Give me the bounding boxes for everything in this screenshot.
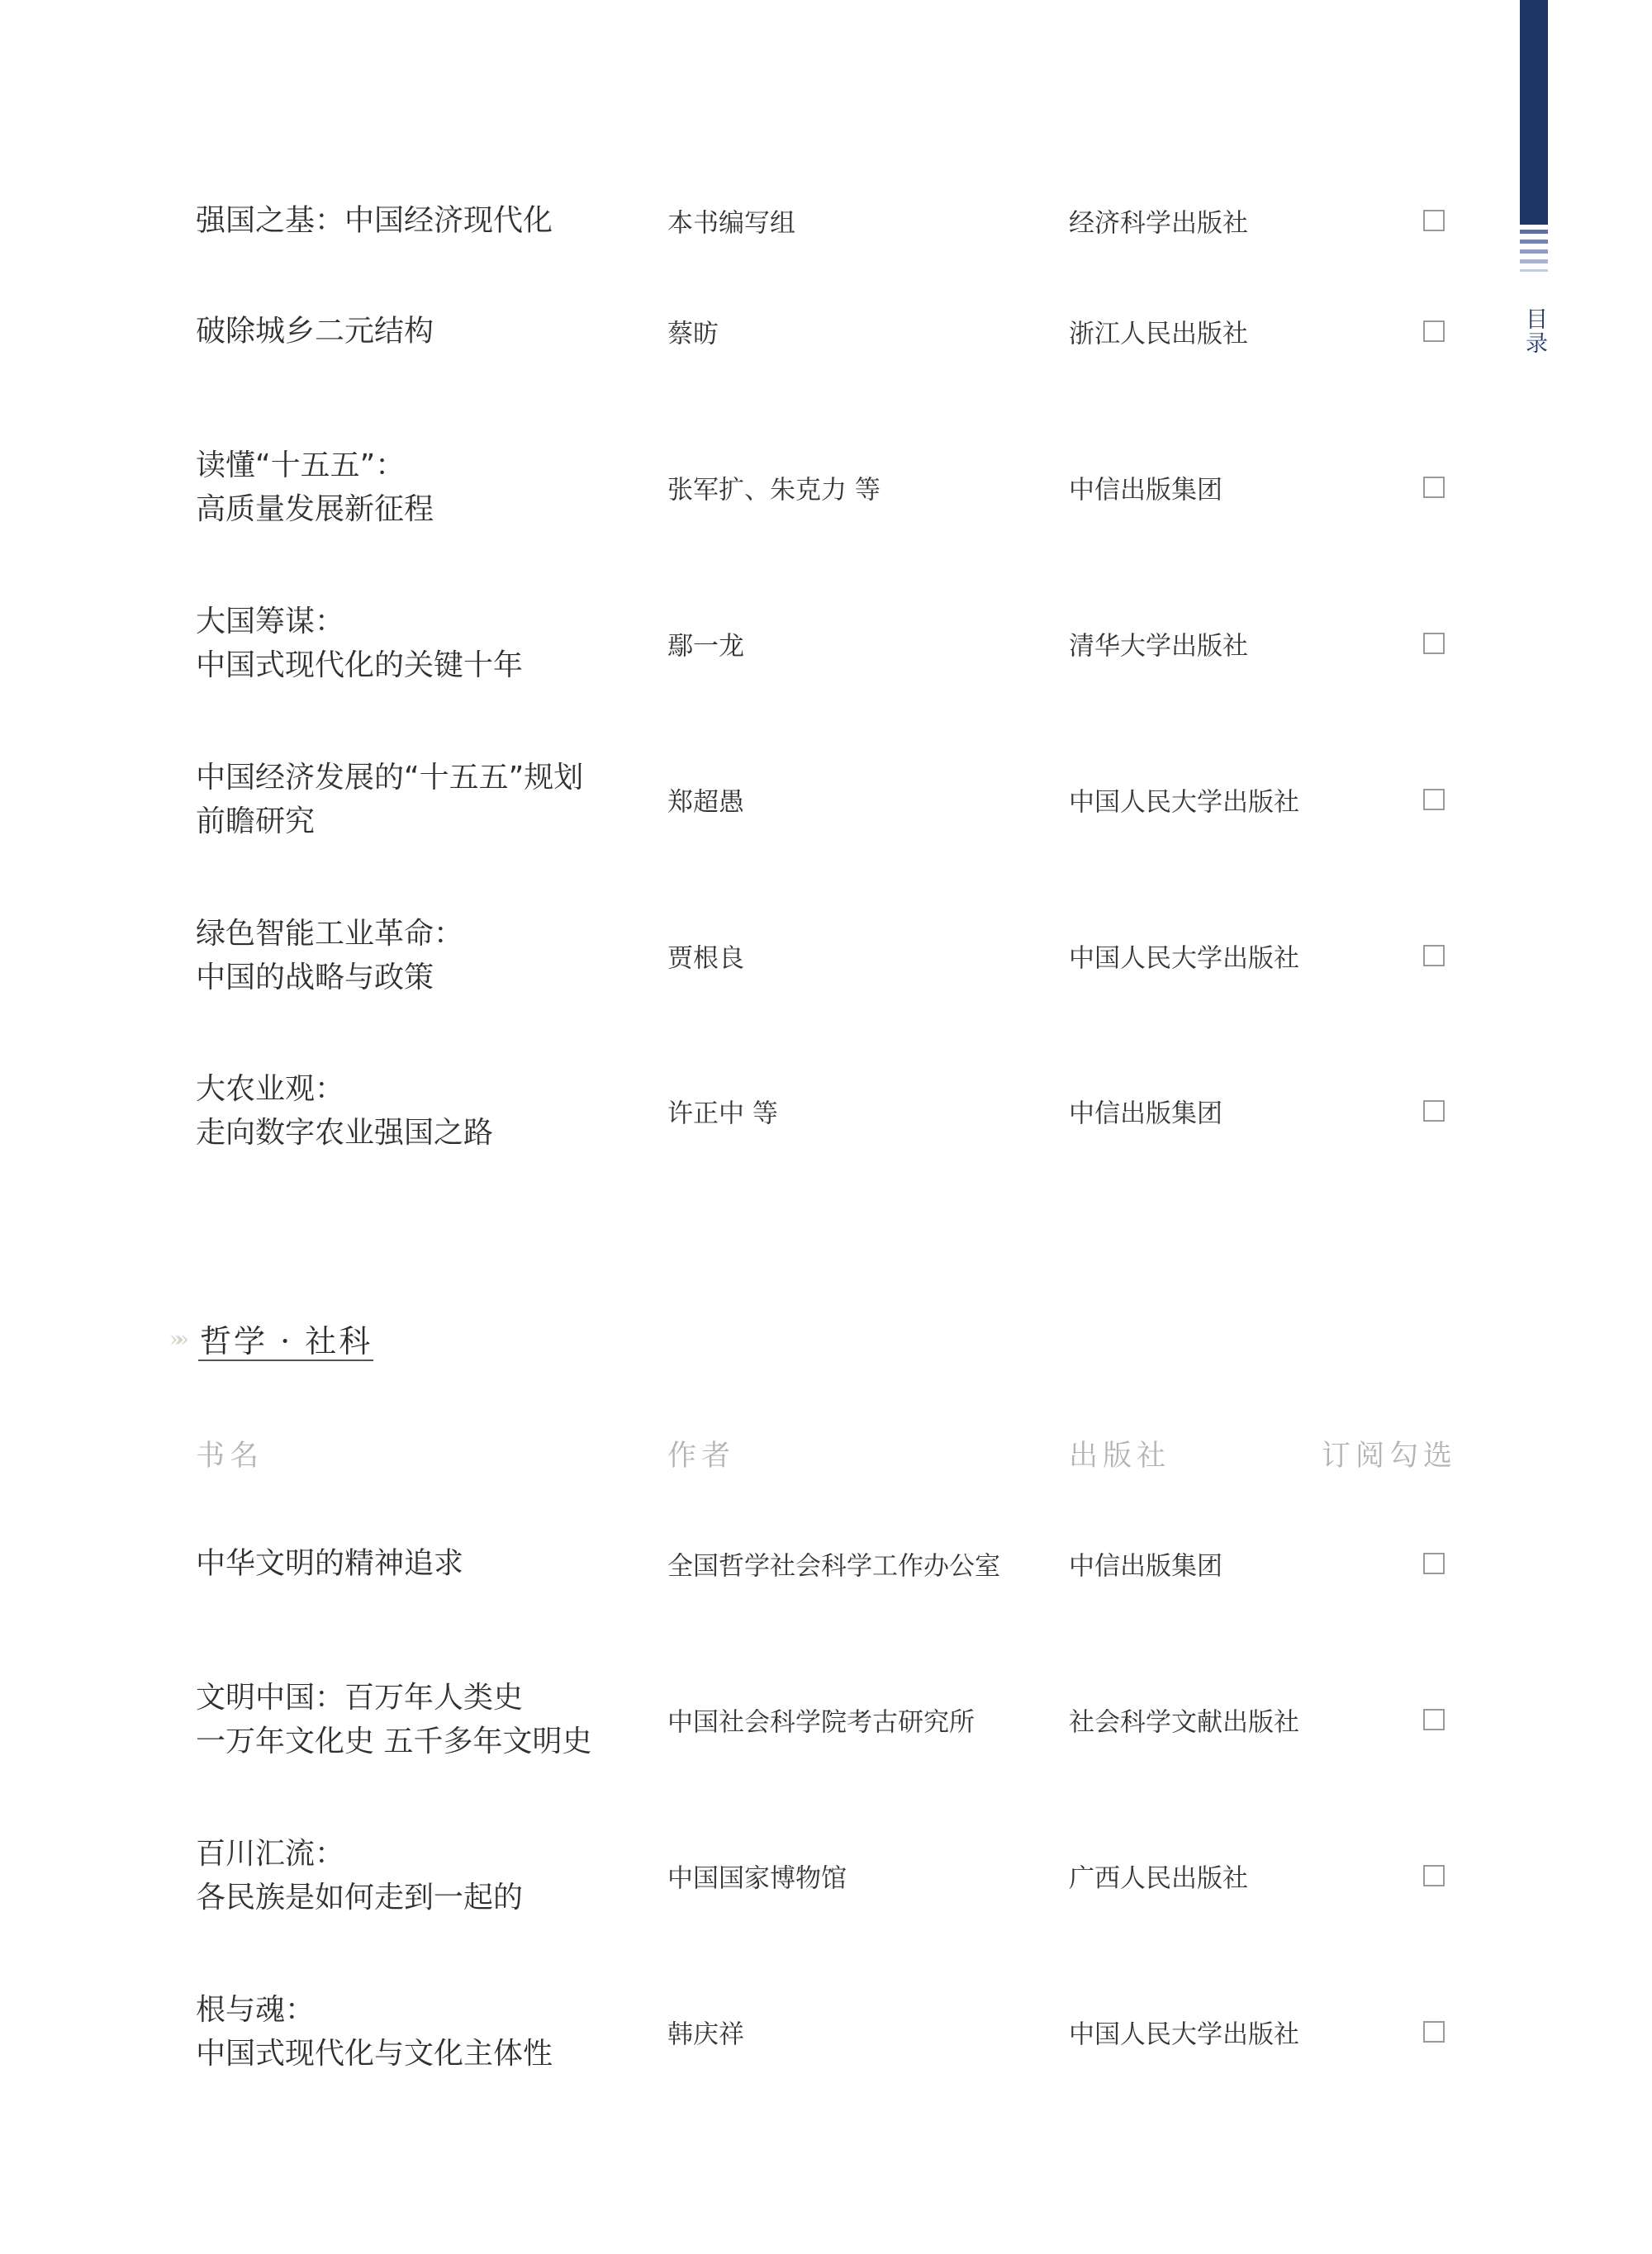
book-row xyxy=(0,438,1520,537)
subscribe-checkbox[interactable] xyxy=(1423,2021,1445,2043)
header-title: 书名 xyxy=(196,1440,264,1473)
book-title-line: 中国的战略与政策 xyxy=(196,961,434,994)
book-title-line: 破除城乡二元结构 xyxy=(196,314,434,349)
book-title-line: 中国式现代化的关键十年 xyxy=(196,648,524,682)
book-publisher: 中国人民大学出版社 xyxy=(1069,943,1299,974)
book-publisher: 清华大学出版社 xyxy=(1069,631,1248,662)
book-author: 许正中 等 xyxy=(667,1099,778,1129)
section-underline xyxy=(198,1360,373,1361)
book-title-line: 一万年文化史 五千多年文明史 xyxy=(196,1725,592,1758)
book-row xyxy=(0,171,1520,270)
subscribe-checkbox[interactable] xyxy=(1423,633,1445,654)
side-nav-tab xyxy=(1520,0,1548,225)
book-author: 韩庆祥 xyxy=(667,2019,744,2050)
book-title-line: 各民族是如何走到一起的 xyxy=(196,1881,524,1915)
book-title-line: 强国之基：中国经济现代化 xyxy=(196,203,553,238)
book-row xyxy=(0,1826,1520,1925)
book-publisher: 中国人民大学出版社 xyxy=(1069,787,1299,818)
book-title xyxy=(196,912,642,999)
book-author: 蔡昉 xyxy=(667,319,719,349)
book-row xyxy=(0,282,1520,381)
book-title xyxy=(196,444,642,531)
book-row xyxy=(0,906,1520,1005)
subscribe-checkbox[interactable] xyxy=(1423,1100,1445,1122)
header-publisher: 出版社 xyxy=(1069,1440,1171,1473)
book-author: 鄢一龙 xyxy=(667,631,744,662)
section-chevron-icon: »» xyxy=(169,1327,183,1352)
book-row xyxy=(0,1982,1520,2081)
book-row xyxy=(0,1514,1520,1613)
book-title xyxy=(196,1832,642,1919)
subscribe-checkbox[interactable] xyxy=(1423,1709,1445,1730)
subscribe-checkbox[interactable] xyxy=(1423,210,1445,231)
book-publisher: 经济科学出版社 xyxy=(1069,208,1248,239)
book-title xyxy=(196,1542,642,1586)
header-author: 作者 xyxy=(667,1440,736,1473)
book-title-line: 文明中国：百万年人类史 xyxy=(196,1681,524,1715)
book-author: 中国社会科学院考古研究所 xyxy=(667,1707,975,1738)
book-title-line: 中国经济发展的“十五五”规划 xyxy=(196,761,584,795)
book-title-line: 大农业观： xyxy=(196,1072,345,1106)
subscribe-checkbox[interactable] xyxy=(1423,477,1445,498)
subscribe-checkbox[interactable] xyxy=(1423,1865,1445,1886)
book-publisher: 中信出版集团 xyxy=(1069,1551,1222,1582)
book-title xyxy=(196,1067,642,1155)
book-title-line: 高质量发展新征程 xyxy=(196,492,434,526)
book-author: 张军扩、朱克力 等 xyxy=(667,475,881,505)
book-author: 贾根良 xyxy=(667,943,744,974)
book-row xyxy=(0,1061,1520,1160)
header-subscribe: 订阅勾选 xyxy=(1322,1440,1458,1473)
side-nav-stripes xyxy=(1520,230,1548,278)
subscribe-checkbox[interactable] xyxy=(1423,1553,1445,1574)
book-author: 中国国家博物馆 xyxy=(667,1863,847,1894)
subscribe-checkbox[interactable] xyxy=(1423,320,1445,342)
book-title xyxy=(196,756,642,843)
book-title-line: 中国式现代化与文化主体性 xyxy=(196,2037,553,2071)
book-title xyxy=(196,199,642,243)
book-row xyxy=(0,750,1520,849)
book-title-line: 走向数字农业强国之路 xyxy=(196,1116,494,1150)
book-author: 本书编写组 xyxy=(667,208,795,239)
book-title-line: 前瞻研究 xyxy=(196,804,316,838)
book-title xyxy=(196,1988,642,2076)
book-title-line: 根与魂： xyxy=(196,1993,316,2027)
subscribe-checkbox[interactable] xyxy=(1423,789,1445,810)
book-publisher: 中国人民大学出版社 xyxy=(1069,2019,1299,2050)
section-title: 哲学 · 社科 xyxy=(200,1323,373,1360)
book-author: 全国哲学社会科学工作办公室 xyxy=(667,1551,1000,1582)
subscribe-checkbox[interactable] xyxy=(1423,945,1445,966)
book-publisher: 浙江人民出版社 xyxy=(1069,319,1248,349)
book-row xyxy=(0,1670,1520,1769)
book-title-line: 中华文明的精神追求 xyxy=(196,1546,464,1581)
book-publisher: 中信出版集团 xyxy=(1069,1099,1222,1129)
book-title xyxy=(196,1676,642,1763)
book-publisher: 中信出版集团 xyxy=(1069,475,1222,505)
book-publisher: 广西人民出版社 xyxy=(1069,1863,1248,1894)
book-author: 郑超愚 xyxy=(667,787,744,818)
table-header xyxy=(0,1433,1520,1479)
side-nav-contents-link[interactable]: 目录 xyxy=(1521,307,1547,355)
book-publisher: 社会科学文献出版社 xyxy=(1069,1707,1299,1738)
book-title-line: 绿色智能工业革命： xyxy=(196,917,464,951)
book-title xyxy=(196,600,642,687)
book-title xyxy=(196,310,642,354)
book-row xyxy=(0,594,1520,693)
book-title-line: 读懂“十五五”： xyxy=(196,448,406,482)
book-title-line: 大国筹谋： xyxy=(196,605,345,638)
book-title-line: 百川汇流： xyxy=(196,1837,345,1871)
